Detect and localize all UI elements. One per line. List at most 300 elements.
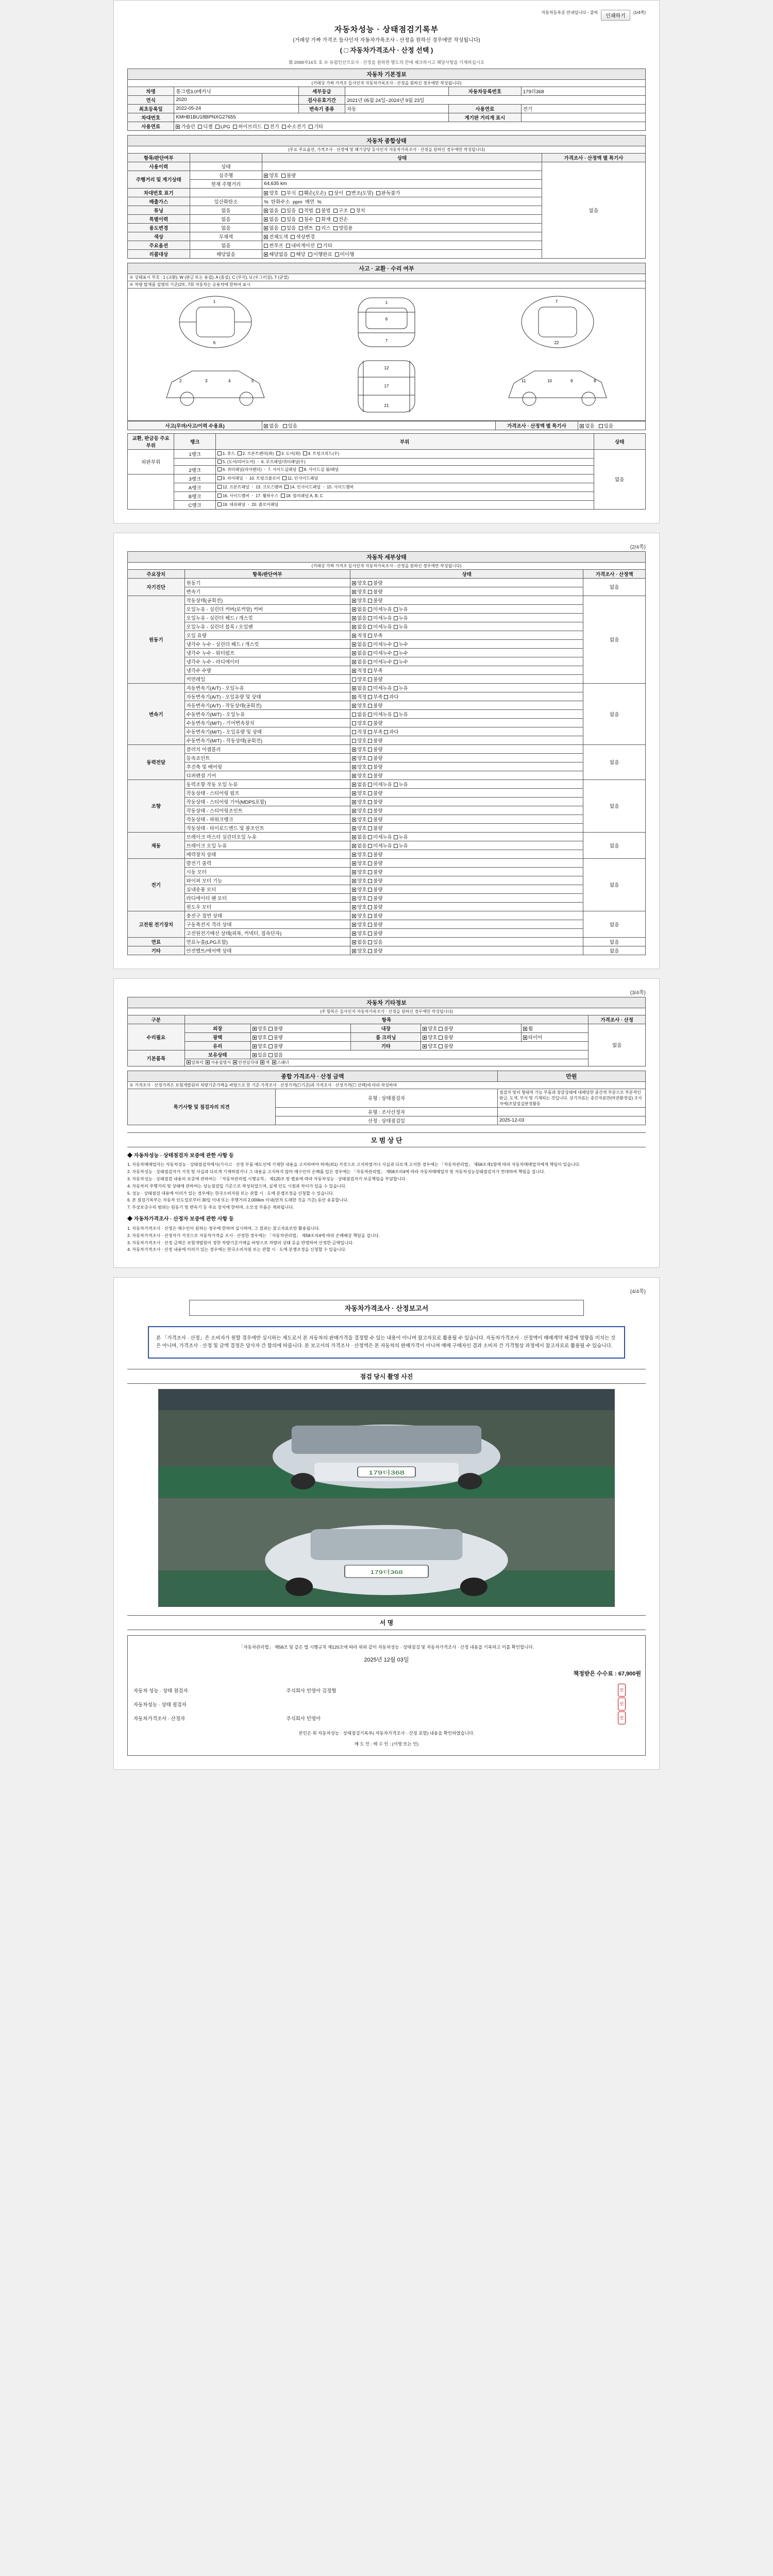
- detail-state-1-0[interactable]: 양호 불량: [350, 596, 583, 604]
- diagram-front-view: [131, 292, 300, 353]
- car-top-left-svg: [156, 293, 275, 352]
- print-button[interactable]: 인쇄하기: [601, 10, 630, 21]
- detail-state-1-3[interactable]: 없음 미세누유 누유: [350, 622, 583, 631]
- price-row-2-sub: 산정 : 상태점검일: [276, 1116, 498, 1125]
- detail-item-8-0: 연료누출(LPG포함): [184, 937, 350, 946]
- frame-items-1[interactable]: 5. (도어/리어도어) ㆍ 6. 루프패널/쿼터패널(우): [215, 458, 594, 465]
- car-top-right-svg: [498, 293, 617, 352]
- label-inspection: 검사유효기간: [298, 95, 345, 104]
- photo-rear: [158, 1498, 615, 1607]
- detail-col-2: 항목/판단여부: [184, 569, 350, 578]
- price-table: [127, 1071, 646, 1125]
- cond-label-9: 주요옵션: [128, 241, 190, 249]
- price-row-0-sub: 유형 : 상태점검자: [276, 1089, 498, 1107]
- label-vin: 차대번호: [128, 113, 174, 122]
- detail-state-7-0[interactable]: 양호 불량: [350, 911, 583, 920]
- cond-sub-5: 없음: [190, 206, 262, 214]
- svg-text:21: 21: [384, 403, 389, 408]
- cond-label-5: 튜닝: [128, 206, 190, 214]
- price-heading: 종합 가격조사 · 산정 금액: [128, 1071, 498, 1081]
- detail-item-7-1: 구동축전지 격리 상태: [184, 920, 350, 928]
- detail-state-4-2[interactable]: 양호 불량: [350, 797, 583, 806]
- cond-sub-8: 무채색: [190, 232, 262, 241]
- detail-item-1-1: 오일누유 - 실린더 커버(로커암) 커버: [184, 604, 350, 613]
- detail-state-6-2[interactable]: 양호 불량: [350, 876, 583, 885]
- cert-footer: 본인은 위 자동차성능 · 상태점검기록부( 자동차가격조사 · 산정 포함) 내용을 확인하였습니다.: [298, 1731, 475, 1736]
- detail-item-4-5: 작동상태 - 타이로드엔드 및 볼조인트: [184, 823, 350, 832]
- detail-item-3-1: 등속죠인트: [184, 753, 350, 762]
- top-toolbar: [127, 10, 646, 21]
- detail-item-1-7: 냉각수 누수 - 라디에이터: [184, 657, 350, 666]
- frame-items-0[interactable]: 1. 후드 2. 프론트펜더(좌) 3. 도어(좌) 4. 트렁크리드(우): [215, 449, 594, 458]
- detail-state-4-3[interactable]: 양호 불량: [350, 806, 583, 815]
- label-car-name: 차명: [128, 87, 174, 95]
- cond-state-0[interactable]: [262, 162, 542, 171]
- price-row-1-sub: 유형 : 조사산정자: [276, 1107, 498, 1116]
- page-4: [113, 1277, 660, 1770]
- cond-state-2: 64,635 km: [262, 179, 542, 188]
- detail-state-2-6[interactable]: 양호 불량: [350, 736, 583, 744]
- frame-lv-5: B랭크: [174, 492, 215, 500]
- detail-state-1-9[interactable]: 양호 불량: [350, 674, 583, 683]
- accident-right-label: 가격조사 · 산정액 별 특기사: [495, 421, 578, 430]
- extra-col-cat: 구분: [128, 1015, 185, 1024]
- detail-group-7: 고전원 전기장치: [128, 911, 185, 937]
- fuel-options-cell: [174, 122, 646, 130]
- detail-group-5: 제동: [128, 832, 185, 858]
- price-row-1-value: [497, 1107, 645, 1116]
- detail-state-1-6[interactable]: 없음 미세누수 누수: [350, 648, 583, 657]
- sign-title: 서 명: [127, 1615, 646, 1630]
- photo-engine-bay-svg: [159, 1389, 614, 1498]
- detail-item-1-2: 오일누유 - 실린더 헤드 / 개스킷: [184, 613, 350, 622]
- cond-sub-0: 상태: [190, 162, 262, 171]
- cond-state-7[interactable]: 없음 있음 렌트 리스 영업용: [262, 223, 542, 232]
- detail-group-8: 연료: [128, 937, 185, 946]
- frame-cat-0: 외판부위: [128, 449, 174, 474]
- condition-col-right: 가격조사 · 산정액 별 특기사: [542, 153, 645, 162]
- detail-state-2-4[interactable]: 양호 불량: [350, 718, 583, 727]
- terms-item-1-3: 4. 자동차의 주행거리 및 상태에 관하여는 성능점검일 기준으로 작성되었으며, 실제 인도 시점과 차이가 있을 수 있습니다.: [127, 1183, 347, 1189]
- detail-state-4-4[interactable]: 양호 불량: [350, 815, 583, 823]
- extra-col-right: 가격조사 · 산정: [589, 1015, 646, 1024]
- page-1: [113, 0, 660, 523]
- frame-items-4[interactable]: 12. 프론트패널 ㆍ 13. 크로스멤버 14. 인사이드패널 ㆍ 15. 사이드멤버: [215, 483, 594, 492]
- fuel-opt-4[interactable]: 전기: [264, 124, 279, 130]
- svg-text:3: 3: [205, 379, 208, 383]
- svg-text:5: 5: [251, 379, 254, 383]
- accident-table: [127, 263, 646, 289]
- detail-item-1-0: 작동상태(공회전): [184, 596, 350, 604]
- detail-item-6-4: 라디에이터 팬 모터: [184, 893, 350, 902]
- svg-text:7: 7: [385, 338, 388, 343]
- signer-table: [132, 1683, 641, 1725]
- detail-state-4-5[interactable]: 양호 불량: [350, 823, 583, 832]
- cond-label-3: 차대번호 표기: [128, 188, 190, 197]
- detail-right-3: 없음: [583, 744, 646, 779]
- detail-item-3-3: 디퍼렌셜 기어: [184, 771, 350, 779]
- terms-item-1-2: 3. 자동차성능 · 상태점검 내용의 보증에 관하여는 「자동차관리법 시행규칙」 제120조 및 별표에 따라 자동차성능 · 상태점검자가 보증책임을 부담합니다.: [127, 1176, 407, 1181]
- detail-item-1-9: 커먼레일: [184, 674, 350, 683]
- detail-state-2-0[interactable]: 없음 미세누유 누유: [350, 683, 583, 692]
- detail-item-5-1: 브레이크 오일 누유: [184, 841, 350, 850]
- topbar-link[interactable]: 자동차등록증 안내입니다 - 클릭: [541, 10, 598, 15]
- cond-sub-6: 없음: [190, 214, 262, 223]
- frame-items-6[interactable]: 19. 대쉬패널 ㆍ 20. 플로어패널: [215, 500, 594, 509]
- extra-opt-2-1[interactable]: 양호 불량: [421, 1041, 589, 1050]
- detail-subheading: (거래상 가짜 가격조 들사인자 자동차가록조사 - 산정을 원하신 경우에만 작성됩니다): [128, 562, 646, 569]
- detail-state-4-1[interactable]: 양호 불량: [350, 788, 583, 797]
- frame-lv-4: A랭크: [174, 483, 215, 492]
- label-year: 연식: [128, 95, 174, 104]
- condition-table: [127, 135, 646, 259]
- detail-state-3-0[interactable]: 양호 불량: [350, 744, 583, 753]
- cond-state-10[interactable]: 해당없음 해당 이행완료 미이행: [262, 249, 542, 258]
- price-row-label: 특기사항 및 점검자의 의견: [128, 1089, 276, 1125]
- cond-state-8[interactable]: 전체도색 색상변경: [262, 232, 542, 241]
- extra-lbl-0-0: 외장: [184, 1024, 250, 1032]
- frame-items-2[interactable]: 6. 쿼터패널(리어펜더) ㆍ 7. 사이드실패널 8. 사이드실 윔/패널: [215, 465, 594, 474]
- detail-item-2-1: 자동변속기(A/T) - 오일유량 및 상태: [184, 692, 350, 701]
- detail-right-4: 없음: [583, 779, 646, 832]
- svg-text:1: 1: [213, 299, 216, 304]
- page-3: [113, 978, 660, 1268]
- svg-text:4: 4: [228, 379, 231, 383]
- extra-lbl-1-0: 광택: [184, 1032, 250, 1041]
- detail-item-5-0: 브레이크 마스터 실린더오일 누유: [184, 832, 350, 841]
- detail-state-7-1[interactable]: 양호 불량: [350, 920, 583, 928]
- detail-item-2-3: 수동변속기(M/T) - 오일누유: [184, 709, 350, 718]
- frame-items-3[interactable]: 9. 리어패널 ㆍ 10. 트렁크플로어 11. 인사이드패널: [215, 474, 594, 483]
- extra-items-row[interactable]: 앞좌석 사용설명서 안전삼각대 잭 스패너: [184, 1059, 589, 1066]
- photo-engine-bay: [158, 1389, 615, 1498]
- detail-item-2-5: 수동변속기(M/T) - 오일유량 및 상태: [184, 727, 350, 736]
- condition-col-state: 상태: [262, 153, 542, 162]
- page-mark-2: (2/4쪽): [630, 544, 646, 550]
- extra-lbl-2-1: 기타: [351, 1041, 421, 1050]
- car-diagram-grid: [131, 292, 642, 417]
- cond-label-8: 색상: [128, 232, 190, 241]
- frame-rank-col: 랭크: [174, 433, 215, 449]
- extra-opt-1-2[interactable]: 타이어: [521, 1032, 589, 1041]
- value-trim: [345, 87, 449, 95]
- detail-state-6-1[interactable]: 양호 불량: [350, 867, 583, 876]
- detail-state-8-0[interactable]: 없음 있음: [350, 937, 583, 946]
- page-title: 자동차성능 · 상태점검기록부: [334, 25, 439, 34]
- label-odometer: 계기판 거리계 표시: [449, 113, 522, 122]
- cond-label-7: 용도변경: [128, 223, 190, 232]
- diagram-left-side: [131, 355, 300, 417]
- condition-right-value: 없음: [542, 162, 645, 258]
- detail-group-3: 동력전달: [128, 744, 185, 779]
- cond-state-1[interactable]: 양호 불량: [262, 171, 542, 179]
- detail-state-5-1[interactable]: 없음 미세누유 누유: [350, 841, 583, 850]
- signer-value-0: 주식회사 민영아 김정협: [286, 1688, 337, 1694]
- detail-item-6-5: 윈도우 모터: [184, 902, 350, 911]
- detail-state-0-0[interactable]: 양호 불량: [350, 578, 583, 587]
- detail-right-1: 없음: [583, 596, 646, 683]
- value-plate: 179더368: [521, 87, 645, 95]
- fee-value: 67,900원: [618, 1671, 641, 1677]
- doc-subtitle: (거래상 가짜 가격조 들사인자 자동차가록조사 - 산정을 원하신 경우에만 작성됩니다): [293, 38, 480, 43]
- cond-state-4[interactable]: % 탄화수소 ppm 매연 %: [262, 197, 542, 206]
- label-first-reg: 최초등록일: [128, 104, 174, 113]
- fuel-opt-0[interactable]: 가솔린: [176, 124, 195, 130]
- extra-opt-3-0[interactable]: 있음 없음: [250, 1050, 589, 1059]
- detail-state-1-4[interactable]: 적정 부족: [350, 631, 583, 639]
- doc-note: 第 2068자14호 호 ※ 유럽인산으로사 · 산정을 원하면 별도의 칸에 체크하시고 해당사항을 기재하십시오: [288, 59, 485, 65]
- cond-label-0: 사용이력: [128, 162, 190, 171]
- condition-col-sub: [190, 153, 262, 162]
- diagram-right-side: [473, 355, 642, 417]
- detail-heading: 자동차 세부상태: [128, 551, 646, 562]
- detail-state-2-3[interactable]: 없음 미세누유 누유: [350, 709, 583, 718]
- extra-heading: 자동차 기타정보: [128, 997, 646, 1008]
- detail-group-0: 자기진단: [128, 578, 185, 596]
- frame-lv-0: 1랭크: [174, 449, 215, 458]
- detail-state-2-5[interactable]: 적정 부족 과다: [350, 727, 583, 736]
- detail-right-6: 없음: [583, 858, 646, 911]
- svg-text:9: 9: [570, 379, 573, 383]
- svg-text:17: 17: [384, 384, 389, 388]
- detail-col-3: 상태: [350, 569, 583, 578]
- terms-item-2-0: 1. 자동차가격조사 · 산정은 매수인이 원하는 경우에 한하여 실시하며, 그 결과는 참고자료로만 활용됩니다.: [127, 1226, 320, 1231]
- detail-group-9: 기타: [128, 946, 185, 955]
- cond-sub-2: 현재 주행거리: [190, 179, 262, 188]
- extra-lbl-3-0: 보유상태: [184, 1050, 250, 1059]
- detail-state-5-2[interactable]: 양호 불량: [350, 850, 583, 858]
- cond-state-6[interactable]: 없음 있음 침수 화재 전손: [262, 214, 542, 223]
- fuel-opt-2[interactable]: LPG: [215, 124, 230, 130]
- detail-state-1-2[interactable]: 없음 미세누유 누유: [350, 613, 583, 622]
- detail-item-4-2: 작동상태 - 스티어링 기어(MDPS포함): [184, 797, 350, 806]
- cond-sub-9: 없음: [190, 241, 262, 249]
- extra-lbl-2-0: 유리: [184, 1041, 250, 1050]
- detail-item-0-0: 원동기: [184, 578, 350, 587]
- detail-state-2-1[interactable]: 적정 부족 과다: [350, 692, 583, 701]
- terms-item-1-0: 1. 자동차매매업자는 자동차성능 · 상태점검자에서(기사고 · 산정 부품 매도인에 기재한 내용을 고지하여야 하며(최1) 거짓으로 고지하였거나 사실과 다르게 고지한 경우에는 「자동차관리법」 제58조제1항에 따라 자동차매매업자에게 책임이 있습니다.: [127, 1162, 581, 1167]
- extra-cat-0: 수리필요: [128, 1024, 185, 1050]
- detail-right-8: 없음: [583, 937, 646, 946]
- signer-label-0: 자동차 성능 · 상태 점검자: [133, 1688, 188, 1694]
- detail-item-5-2: 배력장치 상태: [184, 850, 350, 858]
- detail-state-1-5[interactable]: 없음 미세누수 누수: [350, 639, 583, 648]
- cond-label-6: 특별이력: [128, 214, 190, 223]
- detail-state-3-2[interactable]: 양호 불량: [350, 762, 583, 771]
- frame-heading: 교환, 판금등 주요 부위: [128, 433, 174, 449]
- frame-cat-3: [128, 474, 174, 509]
- cond-state-5[interactable]: 없음 있음 적법 불법 구조 장치: [262, 206, 542, 214]
- detail-state-1-1[interactable]: 없음 미세누유 누유: [350, 604, 583, 613]
- terms-item-1-1: 2. 자동차성능 · 상태점검자가 거짓 및 사실과 다르게 기재하였거나 그 내용을 고지하지 않아 매수인이 손해를 입은 경우에는 「자동차관리법」 제58조의4에 따라 자동차매매업자 및 자동차성능상태점검자가 연대하여 책임을 집니다.: [127, 1169, 545, 1174]
- cert-body: 본 「가격조사 · 산정」은 소비자가 원할 경우에만 실시하는 제도로서 본 자동차의 판매가격을 결정할 수 있는 내용이 아니며 참고자료로 활용될 수 있습니다. 자동차가격조사 · 산정액이 매매계약 체결에 영향을 미치는 것은 아니며, 가격조사 · 산정 및 금액 결정은 당사자 간 합의에 따릅니다. 본 보고서의 가격조사 · 산정액은 본 자동차의 판매가격이 아니며 매매 구매자인 결과 소비자 간 가격협상 과정에서 참고자료로 활용될 수 있습니다.: [148, 1326, 625, 1358]
- detail-state-4-0[interactable]: 없음 미세누유 누유: [350, 779, 583, 788]
- price-desc: ※ 가격조사 · 산정가격은 보험개발원의 차량기준가액을 바탕으로 한 기준 가격조사 · 산정가격(☐기준)과 가격조사 · 산정가격(☐ 선택)에 따라 작성하며: [128, 1081, 646, 1089]
- detail-item-2-2: 자동변속기(A/T) - 작동상태(공회전): [184, 701, 350, 709]
- terms-item-1-6: 7. 무상보증수리 범위는 원동기 및 변속기 등 주요 장치에 한하며, 소모성 부품은 제외됩니다.: [127, 1205, 294, 1210]
- accident-heading: 사고 · 교환 · 수리 여부: [128, 263, 646, 274]
- detail-state-6-0[interactable]: 양호 불량: [350, 858, 583, 867]
- svg-text:6: 6: [385, 317, 388, 321]
- fuel-opt-1[interactable]: 디젤: [198, 124, 212, 130]
- value-inspection: 2021년 05월 24일~2024년 9월 23일: [345, 95, 646, 104]
- detail-item-6-2: 와이퍼 모터 기능: [184, 876, 350, 885]
- cert-page-title: 자동차가격조사 · 산정보고서: [189, 1300, 584, 1316]
- signer-value-2: 주식회사 민영아: [286, 1716, 321, 1722]
- price-row-0-value: 점검자 및의 형태적 가능 부품과 장감상태에 대해당한 중간적 부분으로 부분적인 판금, 도색, 부식 및 기재되는 것입니다. 상기자료는 중간자료만(마관환경설) 조사자에(조달설실판정활동: [497, 1089, 645, 1107]
- doc-subtitle-2: ( □ 자동차가격조사 · 산정 선택 ): [340, 46, 433, 54]
- value-first-reg: 2022-05-24: [174, 104, 298, 113]
- car-top-center-svg: [327, 293, 446, 352]
- cond-label-4: 배출가스: [128, 197, 190, 206]
- svg-text:8: 8: [594, 379, 596, 383]
- signature-block: [127, 1635, 646, 1756]
- detail-col-4: 가격조사 · 산정액: [583, 569, 646, 578]
- detail-state-1-8[interactable]: 적정 부족: [350, 666, 583, 674]
- extra-opt-0-1[interactable]: 양호 불량: [421, 1024, 522, 1032]
- detail-state-3-1[interactable]: 양호 불량: [350, 753, 583, 762]
- condition-heading: 자동차 종합상태: [128, 135, 646, 146]
- detail-group-2: 변속기: [128, 683, 185, 744]
- value-odometer: [521, 113, 645, 122]
- frame-lv-2: 2랭크: [174, 465, 215, 474]
- car-bottom-center-svg: [327, 357, 446, 416]
- accident-bottom-label: 사고(무뎌/사고/이력 수용표): [128, 421, 262, 430]
- extra-opt-2-0[interactable]: 양호 불량: [250, 1041, 351, 1050]
- label-trim: 세부등급: [298, 87, 345, 95]
- detail-state-6-3[interactable]: 양호 불량: [350, 885, 583, 893]
- fee-row: [132, 1669, 641, 1677]
- extra-opt-1-1[interactable]: 양호 불량: [421, 1032, 522, 1041]
- terms-item-2-1: 2. 자동차가격조사 · 산정자가 거짓으로 자동차가격을 조사 · 산정한 경우에는 「자동차관리법」 제58조의4에 따라 손해배상 책임을 집니다.: [127, 1233, 380, 1238]
- signer-label-2: 자동차가격조사 · 산정자: [133, 1716, 186, 1722]
- label-fuel: 사용연료: [449, 104, 522, 113]
- detail-item-3-2: 추진축 및 베어링: [184, 762, 350, 771]
- detail-item-6-3: 실내송풍 모터: [184, 885, 350, 893]
- detail-group-6: 전기: [128, 858, 185, 911]
- svg-text:7: 7: [555, 299, 558, 304]
- detail-state-5-0[interactable]: 없음 미세누유 누유: [350, 832, 583, 841]
- terms-title: 모 범 상 단: [127, 1132, 646, 1147]
- svg-text:22: 22: [554, 341, 559, 345]
- detail-right-2: 없음: [583, 683, 646, 744]
- detail-item-3-0: 클러치 어셈블리: [184, 744, 350, 753]
- frame-parts-table: [127, 433, 646, 510]
- detail-state-1-7[interactable]: 없음 미세누수 누수: [350, 657, 583, 666]
- cond-sub-3: [190, 188, 262, 197]
- detail-item-4-1: 작동상태 - 스티어링 펌프: [184, 788, 350, 797]
- car-bottom-right-svg: [498, 357, 617, 416]
- accident-bottom-opts[interactable]: 없음 있음: [262, 421, 495, 430]
- frame-items-5[interactable]: 16. 사이드멤버 ㆍ 17. 휠하우스 18. 필러패널 A, B, C: [215, 492, 594, 500]
- frame-lv-1: [174, 458, 215, 465]
- value-fuel: 전기: [521, 104, 645, 113]
- cond-state-9[interactable]: 썬루프 내비게이션 기타: [262, 241, 542, 249]
- basic-info-table: [127, 69, 646, 131]
- detail-state-0-1[interactable]: 양호 불량: [350, 587, 583, 596]
- condition-subheading: (주요 주요옵션, 가격조사 · 산정에 및 폐기상당 등사인자 자동차가록조사 · 산정을 원하신 경우에만 작성됩니다): [128, 146, 646, 153]
- detail-state-9-0[interactable]: 양호 불량: [350, 946, 583, 955]
- cond-sub-7: 없음: [190, 223, 262, 232]
- value-vin: KMHB1BU18BPNXG27655: [174, 113, 449, 122]
- detail-item-0-1: 변속기: [184, 587, 350, 596]
- svg-text:10: 10: [547, 379, 552, 383]
- detail-state-7-2[interactable]: 양호 불량: [350, 928, 583, 937]
- detail-item-4-3: 작동상태 - 스티어링조인트: [184, 806, 350, 815]
- accident-right-opts[interactable]: 없음 있음: [578, 421, 646, 430]
- svg-text:11: 11: [522, 379, 526, 383]
- price-row-2-value: 2025-12-03: [497, 1116, 645, 1125]
- detail-right-5: 없음: [583, 832, 646, 858]
- label-transmission: 변속기 종류: [298, 104, 345, 113]
- detail-state-3-3[interactable]: 양호 불량: [350, 771, 583, 779]
- extra-cat-3: 기본품목: [128, 1050, 185, 1066]
- extra-opt-0-0[interactable]: 양호 불량: [250, 1024, 351, 1032]
- extra-opt-1-0[interactable]: 양호 불량: [250, 1032, 351, 1041]
- svg-text:179더368: 179더368: [368, 1469, 405, 1476]
- diagram-rear-view: [473, 292, 642, 353]
- terms-section: [127, 1153, 646, 1253]
- car-diagram: [127, 289, 646, 421]
- detail-state-6-5[interactable]: 양호 불량: [350, 902, 583, 911]
- cert-footer-2: 매 도 인 : 매 수 인 : (서명 또는 인): [354, 1741, 419, 1747]
- fuel-opt-3[interactable]: 하이브리드: [233, 124, 262, 130]
- frame-lv-3: 3랭크: [174, 474, 215, 483]
- sign-note: 「자동차관리법」 제58조 및 같은 법 시행규칙 제120조에 따라 위와 같이 자동차성능 · 상태점검 및 자동차가격조사 · 산정 내용을 기록하고 이를 확인합니다.: [239, 1645, 534, 1650]
- extra-right-value: 없음: [589, 1024, 646, 1066]
- fuel-opt-5[interactable]: 수소전기: [282, 124, 306, 130]
- detail-right-7: 없음: [583, 911, 646, 937]
- svg-text:12: 12: [384, 366, 389, 370]
- cond-sub-4: 일산화탄소: [190, 197, 262, 206]
- extra-lbl-0-1: 내장: [351, 1024, 421, 1032]
- detail-item-1-3: 오일누유 - 실린더 블록 / 오일팬: [184, 622, 350, 631]
- svg-text:1: 1: [385, 300, 388, 305]
- svg-text:6: 6: [213, 341, 216, 345]
- cond-state-3[interactable]: 양호 부식 훼손(오손) 상이 변조(도말) 판독불가: [262, 188, 542, 197]
- detail-state-2-2[interactable]: 양호 불량: [350, 701, 583, 709]
- detail-state-6-4[interactable]: 양호 불량: [350, 893, 583, 902]
- signer-stamp-2: 인: [600, 1711, 641, 1725]
- accident-note-1: ※ 상태표시 부호 : 1 (교환), W (판금 또는 용접), A (흠집), C (부식), U (우그러짐), T (균열): [128, 274, 646, 281]
- photos-title: 점검 당시 촬영 사진: [127, 1369, 646, 1384]
- page-mark-1: (1/4쪽): [633, 10, 646, 15]
- cond-label-1: 주행거리 및 계기상태: [128, 171, 190, 188]
- photo-rear-svg: [159, 1498, 614, 1606]
- detail-item-6-0: 발전기 출력: [184, 858, 350, 867]
- diagram-underbody: [302, 355, 471, 417]
- terms-item-1-4: 5. 성능 · 상태점검 내용에 이의가 있는 경우에는 한국소비자원 또는 관할 시 · 도에 분쟁조정을 신청할 수 있습니다.: [127, 1191, 334, 1196]
- detail-item-2-6: 수동변속기(M/T) - 작동상태(공회전): [184, 736, 350, 744]
- price-unit: 만원: [497, 1071, 645, 1081]
- terms-sec2-title: ◆ 자동차가격조사 · 산정자 보증에 관한 사항 등: [127, 1216, 234, 1223]
- sign-date: 2025년 12월 03일: [364, 1657, 409, 1664]
- value-car-name: 통그램3.0메카닉: [174, 87, 298, 95]
- basic-info-subheading: (거래상 가짜 가격조 들사인자 자동차가록조사 - 산정을 원하신 경우에만 작성됩니다): [128, 79, 646, 87]
- extra-table: [127, 997, 646, 1066]
- detail-item-6-1: 시동 모터: [184, 867, 350, 876]
- terms-sec1-title: ◆ 자동차성능 · 상태점검자 보증에 관한 사항 등: [127, 1153, 234, 1159]
- detail-item-1-6: 냉각수 누수 - 워터펌프: [184, 648, 350, 657]
- extra-opt-0-2[interactable]: 휠: [521, 1024, 589, 1032]
- svg-text:179더368: 179더368: [370, 1569, 403, 1575]
- detail-item-9-0: 안전벨트/에어백 상태: [184, 946, 350, 955]
- page-2: [113, 533, 660, 969]
- extra-col-group: 항목: [184, 1015, 589, 1024]
- fee-label: 책정받은 수수료 :: [573, 1671, 617, 1677]
- fuel-opt-6[interactable]: 기타: [309, 124, 323, 130]
- frame-items-col: 부위: [215, 433, 594, 449]
